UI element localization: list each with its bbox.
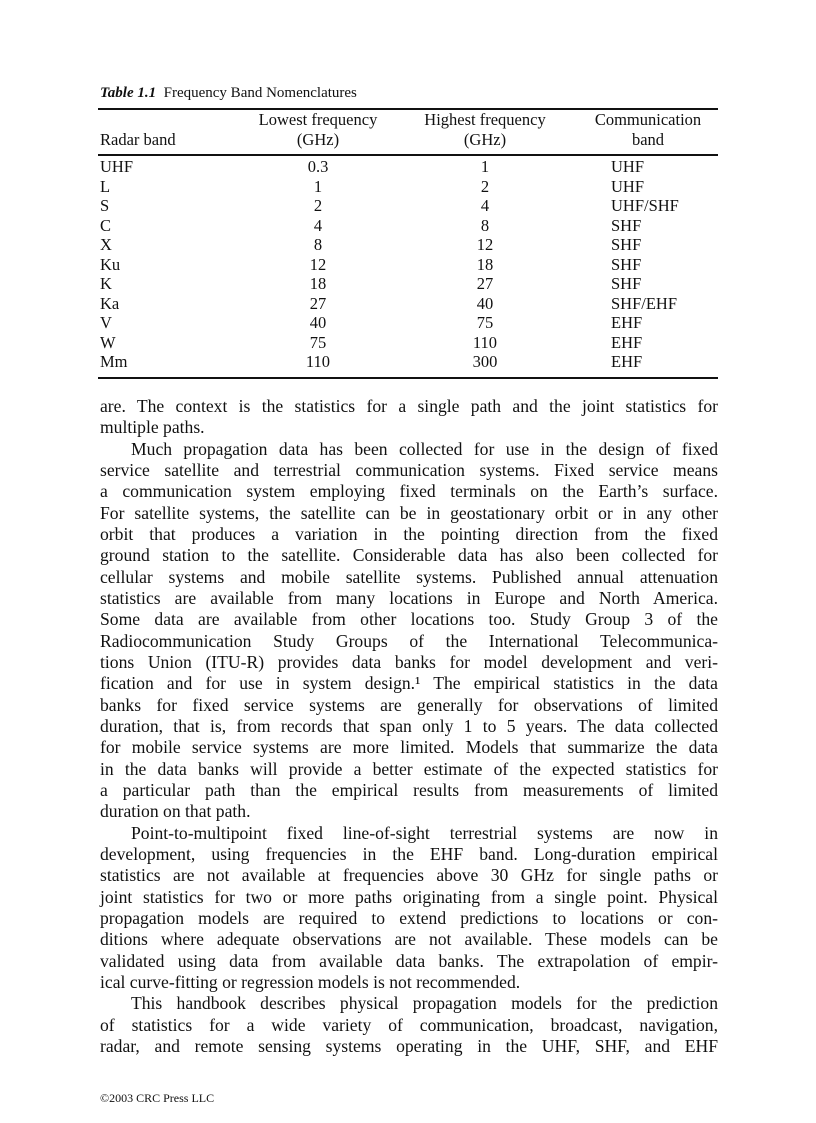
text-line: service satellite and terrestrial communication systems. Fixed service means	[100, 459, 718, 480]
table-cell: 0.3	[307, 157, 329, 176]
header-lowest-frequency: Lowest frequency (GHz)	[258, 110, 378, 149]
table-cell: EHF	[611, 313, 643, 332]
table-title: Frequency Band Nomenclatures	[163, 85, 357, 101]
table-cell: 27	[309, 293, 327, 313]
table-cell: 4	[313, 215, 323, 235]
table-cell: UHF	[611, 176, 645, 196]
text-line: duration on that path.	[100, 801, 251, 822]
table-row	[100, 294, 718, 314]
text-line: banks for fixed service systems are generally for observations of limited	[100, 694, 718, 715]
table-cell: Mm	[100, 352, 128, 371]
table-cell: SHF	[611, 274, 642, 293]
text-line: For satellite systems, the satellite can be in geostationary orbit or in any other	[100, 502, 718, 523]
text-line: multiple paths.	[100, 417, 205, 438]
text-line: in the data banks will provide a better estimate of the expected statistics for	[100, 758, 718, 779]
table-cell: 110	[305, 352, 331, 371]
table-cell: 1	[313, 176, 323, 196]
text-line: are. The context is the statistics for a single path and the joint statistics for	[100, 396, 718, 416]
table-cell: 27	[476, 274, 494, 293]
text-line: for mobile service systems are more limited. Models that summarize the data	[100, 737, 718, 758]
table-caption	[100, 85, 357, 102]
table-row	[100, 196, 718, 216]
header-highest-frequency: Highest frequency (GHz)	[424, 110, 546, 149]
table-row	[100, 274, 718, 294]
header-communication-band: Communication band	[594, 110, 702, 149]
text-line: Much propagation data has been collected for use in the design of fixed	[131, 438, 718, 459]
table-row	[100, 157, 718, 177]
table-cell: 1	[480, 157, 490, 176]
table-cell: SHF	[611, 254, 642, 274]
text-line: fication and for use in system design.¹ The empirical statistics in the data	[100, 673, 718, 694]
text-line: statistics are not available at frequencies above 30 GHz for single paths or	[100, 865, 718, 886]
table-cell: X	[100, 235, 112, 254]
table-cell: EHF	[611, 352, 643, 371]
table-cell: W	[100, 332, 116, 352]
text-line: duration, that is, from records that span only 1 to 5 years. The data collected	[100, 715, 718, 736]
table-row	[100, 255, 718, 275]
table-cell: C	[100, 215, 112, 235]
table-cell: SHF/EHF	[611, 293, 678, 313]
text-line: propagation models are required to extend predictions to locations or con-	[100, 907, 718, 928]
header-radar-band: Radar band	[100, 130, 176, 149]
text-line: This handbook describes physical propagation models for the prediction	[131, 993, 718, 1014]
table-cell: 40	[476, 293, 494, 313]
table-cell: 75	[309, 332, 327, 352]
table-cell: 18	[476, 254, 494, 274]
text-line: validated using data from available data banks. The extrapolation of empir-	[100, 950, 718, 971]
table-header-rule	[98, 154, 718, 156]
text-line: of statistics for a wide variety of communication, broadcast, navigation,	[100, 1014, 718, 1035]
text-line: orbit that produces a variation in the pointing direction from the fixed	[100, 523, 718, 544]
table-cell: UHF/SHF	[611, 196, 679, 215]
table-cell: SHF	[611, 215, 642, 235]
text-line: a communication system employing fixed terminals on the Earth’s surface.	[100, 481, 718, 502]
table-cell: 2	[313, 196, 323, 215]
text-line: cellular systems and mobile satellite systems. Published annual attenuation	[100, 566, 718, 587]
table-cell: EHF	[611, 332, 643, 352]
table-cell: 12	[476, 235, 494, 254]
table-number: Table 1.1	[100, 85, 157, 101]
text-line: radar, and remote sensing systems operating in the UHF, SHF, and EHF	[100, 1035, 718, 1056]
text-line: a particular path than the empirical results from measurements of limited	[100, 779, 718, 800]
table-row	[100, 235, 718, 255]
text-line: development, using frequencies in the EHF band. Long-duration empirical	[100, 843, 718, 864]
table-row	[100, 177, 718, 197]
table-cell: 8	[313, 235, 323, 254]
table-cell: 40	[309, 313, 327, 332]
table-cell: 300	[472, 352, 498, 371]
table-row	[100, 216, 718, 236]
table-header	[100, 110, 718, 154]
table-row	[100, 313, 718, 333]
table-cell: 18	[309, 274, 327, 293]
table-cell: V	[100, 313, 112, 332]
table-cell: 4	[480, 196, 490, 215]
table-bottom-rule	[98, 377, 718, 379]
table-row	[100, 352, 718, 372]
text-line: tions Union (ITU-R) provides data banks for model development and veri-	[100, 651, 718, 672]
table-cell: SHF	[611, 235, 642, 254]
table-cell: K	[100, 274, 112, 293]
table-cell: Ku	[100, 254, 121, 274]
table-cell: 8	[480, 215, 490, 235]
text-line: Point-to-multipoint fixed line-of-sight terrestrial systems are now in	[131, 822, 718, 843]
text-line: ditions where adequate observations are not available. These models can be	[100, 929, 718, 950]
text-line: Radiocommunication Study Groups of the International Telecommunica-	[100, 630, 718, 651]
text-line: ground station to the satellite. Considerable data has also been collected for	[100, 545, 718, 566]
text-line: ical curve-fitting or regression models is not recommended.	[100, 971, 521, 992]
table-cell: 110	[472, 332, 498, 352]
copyright-footer: ©2003 CRC Press LLC	[100, 1091, 215, 1105]
table-cell: 75	[476, 313, 494, 332]
table-cell: S	[100, 196, 110, 215]
table-row	[100, 333, 718, 353]
text-line: Some data are available from other locations too. Study Group 3 of the	[100, 609, 718, 630]
table-cell: 12	[309, 254, 327, 274]
text-line: joint statistics for two or more paths originating from a single point. Physical	[100, 886, 718, 907]
table-cell: Ka	[100, 293, 120, 313]
table-cell: L	[100, 176, 111, 196]
text-line: statistics are available from many locations in Europe and North America.	[100, 587, 718, 608]
table-cell: UHF	[100, 157, 134, 176]
table-cell: UHF	[611, 157, 645, 176]
table-cell: 2	[480, 176, 490, 196]
